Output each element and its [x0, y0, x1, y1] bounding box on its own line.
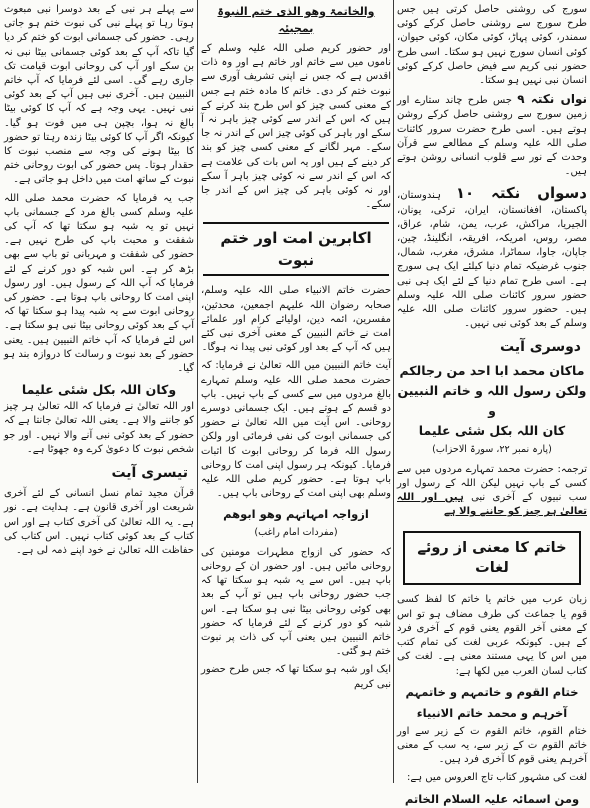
- lisan-quote-line: ختام القوم و خاتمہم و خاتمہم: [405, 684, 579, 699]
- point-9-text: جس طرح چاند ستارے اور زمین سورج سے روشنی حاصل کرکے روشن ہوتے ہیں۔ اسی طرح حضرت سرور کائنات صلی اللہ علیہ وسلم کے مطالعے سے قرآن وحدت کے نور سے قلوب انسانی روشن ہوتے ہیں۔: [397, 95, 587, 178]
- taj-intro: لغت کی مشہور کتاب تاج العروس میں ہے:: [407, 772, 587, 784]
- verse-line: کان اللہ بکل شئی علیما: [418, 423, 566, 439]
- column-rule: [393, 0, 394, 783]
- quran-paragraph: قرآن مجید تمام نسل انسانی کے لئے آخری شریعت اور آخری قانون ہے۔ ہدایت ہے۔ نور ہے۔ یہ اللہ تعالیٰ کی آخری کتاب ہے اور اس کتاب کے بعد کوئی کتاب نہیں۔ اس کتاب کی حفاظت اللہ تعالیٰ نے خود اپنے ذمہ لی ہے۔: [4, 488, 194, 556]
- lexicon-paragraph-2: ختام القوم، خاتم القوم ت کے زیر سے اور خاتم القوم ت کے زبر سے، یہ سب کے معنی آخرہم یعنی قوم کا آخری فرد ہیں۔: [397, 725, 587, 766]
- arabic-quote: ازواجہ امہاتہم وھو ابوھم: [223, 507, 369, 522]
- section-heading: اکابرین امت اور ختم نبوت: [203, 222, 389, 276]
- continuation-paragraph: ایک اور شبہ ہو سکتا تھا کہ جس طرح حضور نبی کریم: [201, 664, 391, 690]
- third-verse-heading: تیسری آیت: [111, 465, 188, 482]
- khatam-meaning-paragraph: اور حضور کریم صلی اللہ علیہ وسلم کے ناموں میں سے خاتم اور خاتم ہے اور وہ ذات اقدس ہے کہ جس نے اپنی تشریف آوری سے نبوت ختم کر دی۔ خاتم کا مادہ ختم ہے جس کے معنی کسی چیز کو اس طرح بند کرنے کے ہیں کہ اس کے اندر سے کوئی چیز باہر نہ آ سکے اور باہر کی کوئی چیز اس کے اندر نہ جا سکے۔ مہر لگانے کے معنی کسی چیز کو بند کر دینے کے ہیں اور یہ اس بات کی علامت ہے کہ اس کے اندر سے نہ کوئی چیز باہر آ سکے اور نہ کوئی باہر کی چیز اس کے اندر جا سکے۔: [201, 43, 391, 211]
- doubt-paragraph: جب یہ فرمایا کہ حضرت محمد صلی اللہ علیہ وسلم کسی بالغ مرد کے جسمانی باپ نہیں تو یہ شبہ ہو سکتا تھا کہ آپ کی شفقت و محبت باپ کی طرح نہیں ہے۔ حضور کی شفقت و مہربانی تو باپ سے بھی بڑھ کر ہے۔ اس شبہ کو دور کرنے کے لئے فرمایا کہ آپ اللہ کے رسول ہیں۔ اور رسول اپنی امت کا روحانی باپ ہوتا ہے۔ حضور کی روحانی ابوت سے یہ شبہ پیدا ہو سکتا تھا کہ آپ کے بعد کوئی روحانی بیٹا نبی ہو سکتا ہے۔ اس لئے فرمایا کہ آپ خاتم النبیین ہیں۔ یعنی حضور کے بعد نبوت و رسالت کا دروازہ بند ہو گیا۔: [4, 192, 194, 375]
- verse-line: وکان اللہ بکل شئی علیما: [21, 382, 177, 398]
- second-verse-heading: دوسری آیت: [500, 339, 581, 356]
- point-10-label: دسواں نکتہ ۱۰: [455, 184, 587, 203]
- verse-reference: (پارہ نمبر ۲۲، سورۃ الاحزاب): [432, 444, 552, 456]
- arabic-quote: والخاتمۃ وھو الذی ختم النبوۃ بمجیئہ: [217, 5, 375, 35]
- taj-quote: ومن اسمائہ علیہ السلام الخاتم: [404, 791, 580, 806]
- left-column: [4, 3, 194, 780]
- lisan-quote-line: آخرہم و محمد خاتم الانبیاء: [416, 705, 568, 720]
- column-rule: [197, 0, 198, 783]
- lexicon-paragraph: زبان عرب میں خاتم یا خاتم کا لفظ کسی قوم یا جماعت کی طرف مضاف ہو تو اس کے معنی آخر القوم یعنی قوم کے آخری فرد کے ہیں۔ کیونکہ عربی لغت کی تمام کتب میں اس کا یہی مستند معنی ہے۔ لغت کی کتاب لسان العرب میں لکھا ہے:: [397, 594, 587, 677]
- spiritual-mothers-paragraph: کہ حضور کی ازواج مطہرات مومنین کی روحانی مائیں ہیں۔ اور حضور ان کے روحانی باپ ہیں۔ اس سے یہ شبہ ہو سکتا تھا کہ جب حضور روحانی باپ ہیں تو آپ کے بعد بھی کوئی روحانی بیٹا نبی ہو سکتا ہے۔ اس شبہ کو دور کرنے کے لئے فرمایا کہ حضور خاتم النبیین ہیں یعنی آپ کی ذات پر نبوت ختم ہو گئی۔: [201, 546, 391, 658]
- fatherhood-paragraph: آیت خاتم النبیین میں اللہ تعالیٰ نے فرمایا: کہ حضرت محمد صلی اللہ علیہ وسلم تمہارے بالغ مردوں میں سے کسی کے باپ نہیں۔ باپ دو قسم کے ہوتے ہیں۔ ایک جسمانی دوسرے روحانی۔ اس آیت میں اللہ تعالیٰ نے حضور کی جسمانی ابوت کی نفی فرمائی اور ولکن رسول اللہ فرما کر روحانی ابوت کا اثبات فرمایا۔ کیونکہ ہر رسول اپنی امت کا روحانی باپ ہوتا ہے۔ حضور کریم صلی اللہ علیہ وسلم بھی اپنی امت کے روحانی باپ ہیں۔: [201, 360, 391, 500]
- point-10-paragraph: [397, 183, 587, 331]
- verse-line: ولکن رسول اللہ و خاتم النبیین و: [397, 383, 587, 419]
- middle-column: [201, 3, 391, 780]
- translation-text: ترجمہ: حضرت محمد تمہارے مردوں میں سے کسی کے باپ نہیں لیکن اللہ کے رسول اور سب نبیوں کے آخری نبی: [397, 463, 587, 504]
- prophethood-paragraph: سے پہلے ہر نبی کے بعد دوسرا نبی مبعوث ہوتا رہا تو پہلے نبی کی نبوت ختم ہو جاتی رہی۔ حضور کی جسمانی ابوت کو ختم کر دیا گیا تاکہ آپ کے بعد کوئی جسمانی بیٹا نبی نہ بن سکے اور آپ کی روحانی ابوت قیامت تک جاری رہے گی۔ اسی لئے فرمایا کہ آپ خاتم النبیین ہیں۔ آخری نبی ہیں آپ کے بعد کوئی نبی نہیں۔ یہی وجہ ہے کہ آپ کا کوئی بیٹا بالغ نہ ہوا، بچپن ہی میں فوت ہو گیا۔ کیونکہ اگر آپ کا کوئی بیٹا زندہ رہتا تو حضور کا بیٹا ہونے کی وجہ سے منصب نبوت کا حقدار ہوتا۔ پس حضور کی ابوت روحانی ختم نبوت کے ساتھ امت میں داخل ہو جاتی ہے۔: [4, 4, 194, 186]
- quote-reference: (مفردات امام راغب): [254, 527, 338, 539]
- translation-emphasis: ہیں اور اللہ تعالیٰ ہر چیز کو جاننے والا ہے: [397, 492, 587, 518]
- point-9-label: نواں نکتہ ۹: [517, 92, 587, 107]
- verse-line: ماکان محمد ابا احد من رجالکم: [399, 363, 585, 379]
- point-9-paragraph: [397, 92, 587, 179]
- intro-paragraph: سورج کی روشنی حاصل کرتی ہیں جس طرح سورج سے روشنی حاصل کرکے کوئی سمندر، کوئی پہاڑ، کوئی مکان، کوئی حیوان، کوئی انسان سورج نہیں ہو سکتا۔ اسی طرح حضور نبی کریم سے فیض حاصل کرکے کوئی انسان نبی نہیں ہو سکتا۔: [397, 4, 587, 87]
- knowledge-paragraph: اور اللہ تعالیٰ نے فرمایا کہ اللہ تعالیٰ ہر چیز کو جاننے والا ہے۔ یعنی اللہ تعالیٰ جانتا ہے کہ حضور کے بعد کوئی نبی آنے والا نہیں۔ اور جو شخص نبوت کا دعویٰ کرے وہ جھوٹا ہے۔: [4, 401, 194, 455]
- lexicon-heading: خاتم کا معنی از روئے لغات: [403, 531, 581, 585]
- scholars-paragraph: حضرت خاتم الانبیاء صلی اللہ علیہ وسلم، صحابہ رضوان اللہ علیہم اجمعین، محدثین، مفسرین، ائمہ دین، اولیائے کرام اور علمائے امت نے خاتم النبیین کے معنی آخری نبی کئے ہیں کہ آپ کے بعد اور کوئی نبی پیدا نہ ہوگا۔: [201, 285, 391, 354]
- right-column: [397, 3, 587, 806]
- point-10-text: ہندوستان، پاکستان، افغانستان، ایران، ترکی، یونان، الجیریا، مراکش، عرب، یمن، شام، عراق، مصر، روس، امریکہ، افریقہ، انگلینڈ، چین، جاپان، جاوا، سماٹرا، مشرق، مغرب، شمال، جنوب غرضیکہ تمام دنیا کیلئے ایک ہی سورج ہے۔ اسی طرح تمام دنیا کے لئے ایک ہی نبی حضور سرور کائنات صلی اللہ علیہ وسلم ہیں۔ حضور سرور کائنات صلی اللہ علیہ وسلم کے بعد کوئی نبی نہیں۔: [397, 190, 587, 330]
- translation-paragraph: [397, 463, 587, 520]
